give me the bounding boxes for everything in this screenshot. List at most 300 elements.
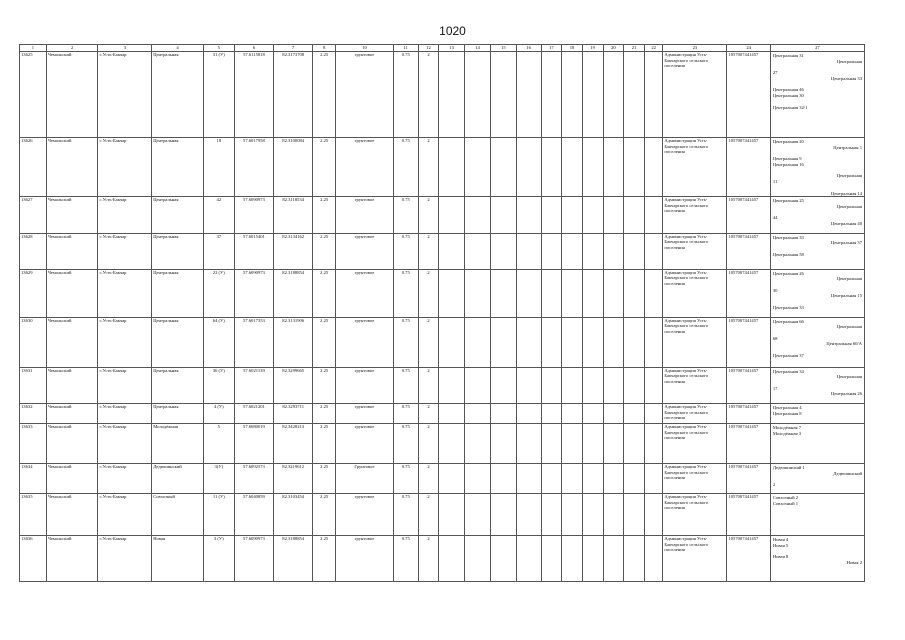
table-cell	[439, 138, 465, 197]
table-cell	[624, 233, 645, 269]
table-cell: 13634	[20, 463, 47, 493]
table-cell: 57.6080019	[234, 423, 273, 463]
table-cell: 37	[203, 233, 234, 269]
adjacent-address: Центральная 16	[772, 161, 804, 167]
adjacent-address: Центральная 1	[833, 144, 862, 150]
table-cell: 2.25	[313, 535, 336, 581]
table-cell: 0.75	[393, 269, 418, 317]
adjacent-addresses-cell	[770, 403, 864, 423]
table-cell	[516, 535, 541, 581]
table-cell	[644, 423, 663, 463]
table-cell: с.Усть-Бакчар	[98, 403, 152, 423]
table-cell: 1057007441457	[727, 269, 770, 317]
header-row	[20, 45, 865, 52]
column-header: 27	[770, 45, 864, 52]
adjacent-address: Центральная 31	[772, 53, 804, 58]
adjacent-address: Дедюшинский	[833, 470, 862, 476]
table-cell	[465, 52, 491, 138]
table-cell	[603, 535, 624, 581]
column-header: 12	[418, 45, 439, 52]
table-cell: 13633	[20, 423, 47, 463]
table-cell: Чемальский	[46, 52, 98, 138]
table-cell: Центральная	[152, 317, 204, 367]
column-header: 7	[274, 45, 313, 52]
table-cell: Новая	[152, 535, 204, 581]
table-row	[20, 233, 865, 269]
table-cell	[624, 463, 645, 493]
table-cell: с.Усть-Бакчар	[98, 493, 152, 535]
table-cell: 2	[418, 52, 439, 138]
adjacent-address: Центральная 34	[772, 368, 804, 374]
table-cell: 0.75	[393, 403, 418, 423]
table-cell	[562, 423, 583, 463]
table-cell	[562, 403, 583, 423]
adjacent-address: Центральная 15	[831, 293, 862, 299]
table-cell	[490, 367, 516, 403]
table-cell: Чемальский	[46, 493, 98, 535]
table-cell: 57.6015401	[234, 233, 273, 269]
table-cell: 0.75	[393, 535, 418, 581]
adjacent-address: Центральная 8	[772, 410, 802, 416]
table-cell: Администрация Усть-Бакчарского сельского поселения	[663, 535, 727, 581]
table-cell	[516, 423, 541, 463]
adjacent-address: Дедюшинский 1	[772, 464, 805, 470]
adjacent-address: 68	[772, 335, 778, 341]
table-cell	[624, 269, 645, 317]
registry-table	[19, 44, 865, 582]
table-cell	[541, 403, 562, 423]
table-cell: с.Усть-Бакчар	[98, 52, 152, 138]
table-cell: 2	[418, 233, 439, 269]
table-cell: Центральная	[152, 197, 204, 233]
table-cell: 3(У)	[203, 463, 234, 493]
table-row	[20, 52, 865, 138]
adjacent-address: 27	[772, 70, 778, 76]
table-cell	[603, 197, 624, 233]
adjacent-address: Новая 8	[772, 554, 789, 560]
table-row	[20, 493, 865, 535]
adjacent-address: Центральная 58	[772, 251, 804, 257]
table-cell: 82.3428213	[274, 423, 313, 463]
table-cell	[490, 138, 516, 197]
table-row	[20, 463, 865, 493]
adjacent-address: 44	[772, 215, 778, 221]
adjacent-address: Центральная 66	[772, 318, 804, 324]
table-cell: Администрация Усть-Бакчарского сельского поселения	[663, 197, 727, 233]
table-cell: 2	[418, 138, 439, 197]
table-cell: 1057007441457	[727, 463, 770, 493]
table-cell: Администрация Усть-Бакчарского сельского поселения	[663, 52, 727, 138]
table-cell: Чемальский	[46, 269, 98, 317]
table-cell: 57.6115818	[234, 52, 273, 138]
table-cell	[624, 493, 645, 535]
table-cell	[624, 138, 645, 197]
table-cell	[516, 403, 541, 423]
adjacent-address: Центральная	[836, 276, 862, 282]
adjacent-address: Центральная 60/А	[826, 341, 862, 347]
table-cell	[439, 233, 465, 269]
table-cell	[644, 463, 663, 493]
table-cell	[465, 535, 491, 581]
table-cell	[603, 367, 624, 403]
table-cell	[603, 463, 624, 493]
adjacent-address: 11	[772, 178, 778, 184]
column-header: 11	[393, 45, 418, 52]
column-header: 1	[20, 45, 47, 52]
table-cell	[582, 269, 603, 317]
table-row	[20, 138, 865, 197]
table-cell: 82.3173708	[274, 52, 313, 138]
table-cell	[603, 52, 624, 138]
table-cell: Администрация Усть-Бакчарского сельского поселения	[663, 367, 727, 403]
table-cell: 1057007441457	[727, 52, 770, 138]
adjacent-addresses-cell	[770, 317, 864, 367]
table-cell: 1057007441457	[727, 423, 770, 463]
table-cell: 13627	[20, 197, 47, 233]
table-cell: Администрация Усть-Бакчарского сельского поселения	[663, 423, 727, 463]
adjacent-address: Молодёжная 3	[772, 430, 802, 436]
table-cell: грунтовое	[336, 423, 394, 463]
table-cell: 57.6040859	[234, 493, 273, 535]
table-cell: 2.25	[313, 493, 336, 535]
column-header: 19	[582, 45, 603, 52]
table-cell	[516, 138, 541, 197]
table-cell: 5	[203, 423, 234, 463]
table-cell: с.Усть-Бакчар	[98, 233, 152, 269]
table-cell: грунтовое	[336, 233, 394, 269]
table-cell: с.Усть-Бакчар	[98, 463, 152, 493]
table-cell: 2	[418, 535, 439, 581]
table-cell: Администрация Усть-Бакчарского сельского поселения	[663, 317, 727, 367]
table-cell	[541, 463, 562, 493]
table-cell: 2	[418, 367, 439, 403]
table-cell: Центральная	[152, 233, 204, 269]
table-cell: Чемальский	[46, 403, 98, 423]
column-header: 16	[516, 45, 541, 52]
table-cell	[439, 423, 465, 463]
table-cell: 2	[418, 317, 439, 367]
table-cell	[465, 138, 491, 197]
adjacent-address: Центральная 20	[772, 139, 804, 144]
table-cell	[582, 197, 603, 233]
table-cell	[541, 52, 562, 138]
table-cell: 2	[418, 493, 439, 535]
table-cell	[439, 535, 465, 581]
adjacent-addresses-cell	[770, 535, 864, 581]
table-cell: 82.3103454	[274, 493, 313, 535]
adjacent-addresses-cell	[770, 423, 864, 463]
table-cell: 0.75	[393, 197, 418, 233]
adjacent-address: Новая 5	[772, 542, 789, 548]
table-cell: 2.25	[313, 367, 336, 403]
table-cell: Чемальский	[46, 197, 98, 233]
table-cell: 13626	[20, 138, 47, 197]
table-cell	[465, 367, 491, 403]
table-cell: 82.3293711	[274, 403, 313, 423]
table-cell: Администрация Усть-Бакчарского сельского поселения	[663, 403, 727, 423]
column-header: 17	[541, 45, 562, 52]
adjacent-address: Совхозный 1	[772, 500, 799, 506]
table-cell: 1057007441457	[727, 197, 770, 233]
table-cell: 1057007441457	[727, 535, 770, 581]
table-cell: 0.75	[393, 493, 418, 535]
table-cell	[562, 233, 583, 269]
table-cell: с.Усть-Бакчар	[98, 269, 152, 317]
adjacent-address: Новая 2	[846, 559, 862, 565]
table-cell: Центральная	[152, 52, 204, 138]
table-cell: 2.25	[313, 317, 336, 367]
table-cell: грунтовое	[336, 403, 394, 423]
page-number: 1020	[439, 24, 466, 38]
table-cell: 1057007441457	[727, 138, 770, 197]
adjacent-address: Центральная 33	[772, 304, 804, 310]
table-cell: 57.6017958	[234, 138, 273, 197]
table-cell	[562, 317, 583, 367]
column-header: 22	[644, 45, 663, 52]
table-cell	[624, 535, 645, 581]
table-row	[20, 367, 865, 403]
adjacent-address: Центральная 26	[831, 391, 862, 397]
table-cell	[603, 269, 624, 317]
table-cell	[439, 197, 465, 233]
table-cell: 2.25	[313, 138, 336, 197]
table-cell: 2.25	[313, 269, 336, 317]
adjacent-address: 30	[772, 287, 778, 293]
table-cell	[644, 269, 663, 317]
adjacent-addresses-cell	[770, 463, 864, 493]
table-cell: с.Усть-Бакчар	[98, 367, 152, 403]
table-cell: Чемальский	[46, 233, 98, 269]
adjacent-addresses-cell	[770, 138, 864, 197]
adjacent-address: Центральная 33	[772, 234, 804, 240]
table-cell	[603, 138, 624, 197]
table-cell: 2	[418, 197, 439, 233]
table-cell	[516, 197, 541, 233]
table-cell	[490, 423, 516, 463]
table-cell	[541, 493, 562, 535]
table-cell	[624, 317, 645, 367]
table-cell	[582, 463, 603, 493]
table-cell: Центральная	[152, 138, 204, 197]
table-cell: 1057007441457	[727, 367, 770, 403]
table-cell	[582, 403, 603, 423]
table-row	[20, 269, 865, 317]
table-cell	[439, 493, 465, 535]
column-header: 3	[98, 45, 152, 52]
table-cell: 13628	[20, 233, 47, 269]
table-cell: 13630	[20, 317, 47, 367]
table-cell: 1057007441457	[727, 233, 770, 269]
adjacent-address: Центральная 14	[831, 190, 862, 196]
table-cell	[562, 367, 583, 403]
table-cell: 2.25	[313, 197, 336, 233]
column-header: 24	[727, 45, 770, 52]
table-cell: 57.6092573	[234, 463, 273, 493]
column-header: 5	[203, 45, 234, 52]
table-cell: 2	[418, 463, 439, 493]
table-cell	[582, 317, 603, 367]
adjacent-address: Новая 4	[772, 536, 789, 542]
table-cell	[465, 197, 491, 233]
table-cell: 1057007441457	[727, 493, 770, 535]
table-cell: 2	[418, 423, 439, 463]
table-cell	[562, 535, 583, 581]
table-cell	[562, 197, 583, 233]
adjacent-addresses-cell	[770, 493, 864, 535]
table-cell: 42	[203, 197, 234, 233]
table-cell	[516, 233, 541, 269]
table-cell: 0.75	[393, 138, 418, 197]
table-cell: 13635	[20, 493, 47, 535]
table-cell: 13632	[20, 403, 47, 423]
table-cell	[439, 269, 465, 317]
table-cell	[582, 52, 603, 138]
table-cell: 0.75	[393, 317, 418, 367]
table-cell: Администрация Усть-Бакчарского сельского поселения	[663, 138, 727, 197]
table-cell	[541, 535, 562, 581]
table-cell: Чемальский	[46, 535, 98, 581]
table-cell	[490, 535, 516, 581]
table-cell	[644, 197, 663, 233]
table-cell	[516, 463, 541, 493]
table-cell	[603, 423, 624, 463]
table-cell	[465, 493, 491, 535]
adjacent-address: Центральная 37	[831, 240, 862, 246]
table-cell: 11 (У)	[203, 493, 234, 535]
table-cell	[465, 423, 491, 463]
table-cell	[516, 493, 541, 535]
adjacent-address: Центральная 32/1	[772, 104, 808, 110]
table-cell: 57.6090973	[234, 535, 273, 581]
table-cell	[490, 52, 516, 138]
table-cell: 64 (У)	[203, 317, 234, 367]
table-cell: 2.25	[313, 233, 336, 269]
adjacent-address: Центральная 25	[772, 198, 804, 204]
adjacent-address: Центральная	[836, 58, 862, 64]
table-cell	[644, 317, 663, 367]
column-header: 10	[336, 45, 394, 52]
table-cell	[541, 317, 562, 367]
table-cell	[603, 233, 624, 269]
table-cell	[541, 138, 562, 197]
table-cell: 57.6021201	[234, 403, 273, 423]
table-cell	[603, 403, 624, 423]
table-cell: 82.3131906	[274, 317, 313, 367]
adjacent-address: Центральная 26	[772, 270, 804, 276]
table-cell: с.Усть-Бакчар	[98, 423, 152, 463]
table-cell: 2	[418, 269, 439, 317]
table-cell	[490, 463, 516, 493]
column-header: 6	[234, 45, 273, 52]
table-cell	[582, 233, 603, 269]
table-cell	[624, 367, 645, 403]
column-header: 14	[465, 45, 491, 52]
table-cell	[562, 52, 583, 138]
table-cell: 2.25	[313, 423, 336, 463]
column-header: 8	[313, 45, 336, 52]
column-header: 2	[46, 45, 98, 52]
table-cell: с.Усть-Бакчар	[98, 535, 152, 581]
table-cell: 82.3299665	[274, 367, 313, 403]
table-cell: 31 (У)	[203, 52, 234, 138]
column-header: 15	[490, 45, 516, 52]
table-cell: Администрация Усть-Бакчарского сельского поселения	[663, 233, 727, 269]
table-cell: 13631	[20, 367, 47, 403]
adjacent-addresses-cell	[770, 197, 864, 233]
adjacent-address: Центральная 46	[772, 87, 804, 93]
table-cell	[644, 493, 663, 535]
table-cell	[516, 317, 541, 367]
table-cell: 18	[203, 138, 234, 197]
table-cell: грунтовое	[336, 138, 394, 197]
table-cell	[516, 52, 541, 138]
adjacent-addresses-cell	[770, 233, 864, 269]
adjacent-address: Центральная 37	[772, 352, 804, 358]
table-cell: с.Усть-Бакчар	[98, 138, 152, 197]
adjacent-address: Центральная	[836, 324, 862, 330]
table-cell	[582, 138, 603, 197]
adjacent-address: Центральная 4	[772, 404, 802, 410]
adjacent-address: Молодёжная 7	[772, 424, 802, 430]
table-cell: 57.6021139	[234, 367, 273, 403]
table-cell	[439, 52, 465, 138]
table-cell	[490, 197, 516, 233]
table-cell	[644, 367, 663, 403]
adjacent-address: Центральная	[836, 203, 862, 209]
table-cell: Чемальский	[46, 317, 98, 367]
table-cell: 13629	[20, 269, 47, 317]
adjacent-addresses-cell	[770, 367, 864, 403]
table-cell: Дедюшинский	[152, 463, 204, 493]
table-cell	[562, 269, 583, 317]
table-cell: Администрация Усть-Бакчарского сельского поселения	[663, 269, 727, 317]
table-cell: 2.25	[313, 52, 336, 138]
table-cell: грунтовое	[336, 269, 394, 317]
table-cell: 2.25	[313, 463, 336, 493]
table-cell: 2.25	[313, 403, 336, 423]
table-cell: Молодёжная	[152, 423, 204, 463]
table-cell: 36 (У)	[203, 367, 234, 403]
table-cell	[624, 423, 645, 463]
table-cell: с.Усть-Бакчар	[98, 317, 152, 367]
table-cell	[624, 197, 645, 233]
table-cell: 82.3118534	[274, 197, 313, 233]
table-cell: грунтовое	[336, 52, 394, 138]
table-cell	[465, 317, 491, 367]
table-cell	[465, 233, 491, 269]
table-cell	[541, 233, 562, 269]
table-cell: 2	[418, 403, 439, 423]
table-cell: 0.75	[393, 52, 418, 138]
table-cell: Центральная	[152, 269, 204, 317]
adjacent-address: Центральная	[836, 173, 862, 179]
table-cell: Администрация Усть-Бакчарского сельского поселения	[663, 463, 727, 493]
table-cell	[490, 403, 516, 423]
table-cell	[465, 403, 491, 423]
table-cell: 0.75	[393, 463, 418, 493]
table-cell	[582, 493, 603, 535]
table-cell: 82.3219612	[274, 463, 313, 493]
table-cell	[562, 493, 583, 535]
table-cell: грунтовое	[336, 493, 394, 535]
table-cell: Центральная	[152, 367, 204, 403]
table-cell: грунтовое	[336, 197, 394, 233]
table-cell: 82.3188854	[274, 269, 313, 317]
table-cell: 57.6017353	[234, 317, 273, 367]
table-cell	[439, 367, 465, 403]
table-cell: грунтовое	[336, 367, 394, 403]
table-cell	[516, 367, 541, 403]
